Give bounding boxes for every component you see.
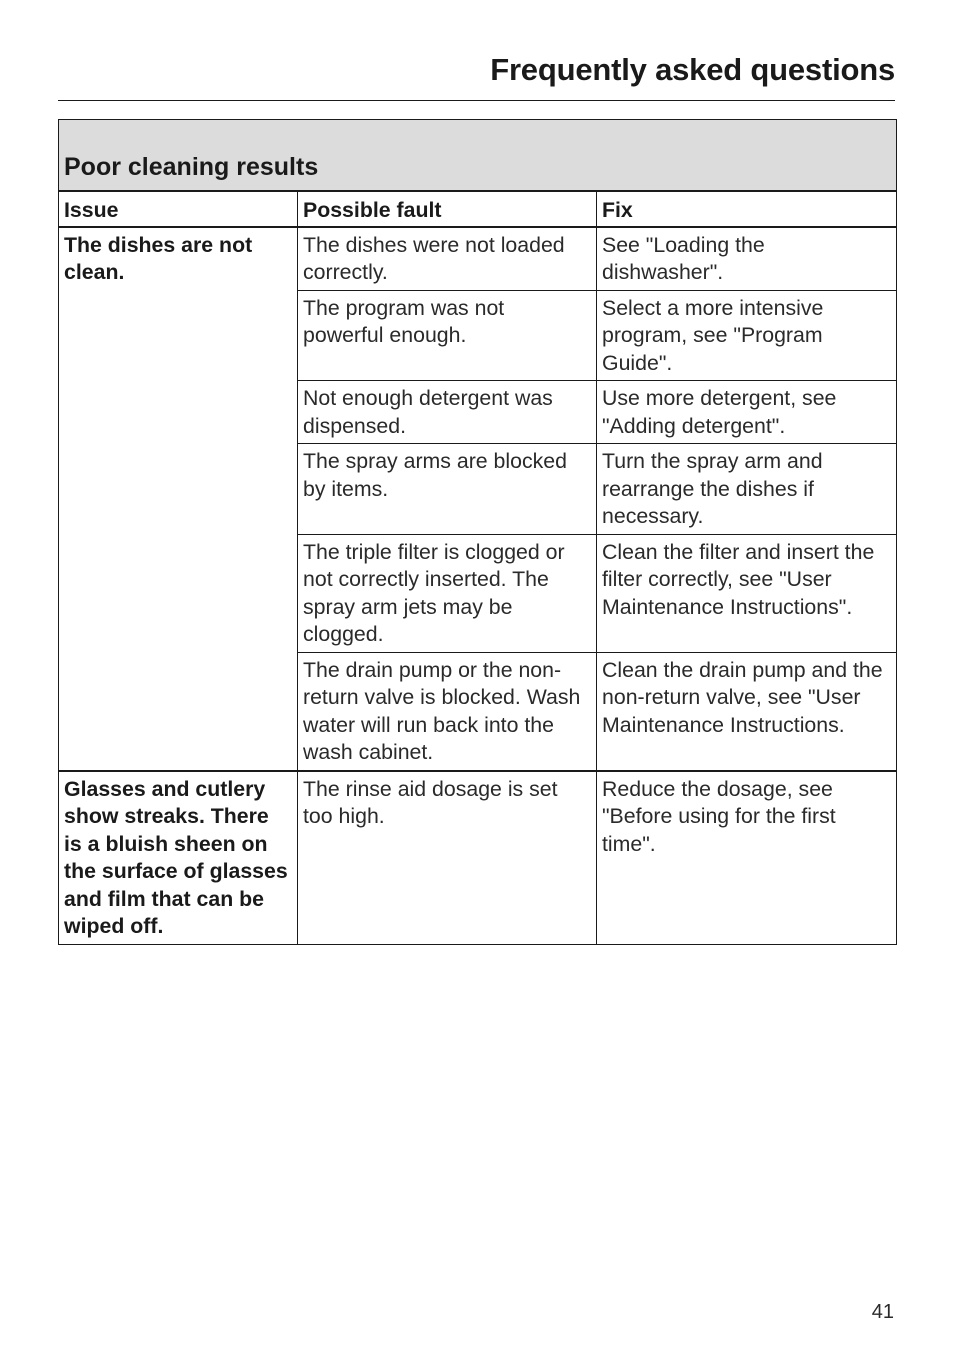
faq-table xyxy=(58,119,897,945)
fault-cell: The dishes were not loaded correctly. xyxy=(298,227,597,291)
issue-cell: Glasses and cutlery show streaks. There is a bluish sheen on the surface of glasses and film that can be wiped off. xyxy=(59,771,298,945)
column-header-fix: Fix xyxy=(597,191,897,227)
fix-cell: Clean the drain pump and the non-return valve, see "User Maintenance Instructions. xyxy=(597,652,897,771)
fault-cell: The rinse aid dosage is set too high. xyxy=(298,771,597,945)
section-header-row xyxy=(59,120,897,192)
page-number: 41 xyxy=(871,1301,894,1323)
fault-cell: The triple filter is clogged or not correctly inserted. The spray arm jets may be clogged. xyxy=(298,534,597,652)
column-header-issue: Issue xyxy=(59,191,298,227)
fix-cell: Reduce the dosage, see "Before using for the first time". xyxy=(597,771,897,945)
fault-cell: The spray arms are blocked by items. xyxy=(298,444,597,535)
fix-cell: Select a more intensive program, see "Program Guide". xyxy=(597,290,897,381)
fix-cell: Use more detergent, see "Adding detergent". xyxy=(597,381,897,444)
fault-cell: The drain pump or the non-return valve is blocked. Wash water will run back into the wash cabinet. xyxy=(298,652,597,771)
fix-cell: Clean the filter and insert the filter correctly, see "User Maintenance Instructions". xyxy=(597,534,897,652)
fault-cell: Not enough detergent was dispensed. xyxy=(298,381,597,444)
column-header-fault: Possible fault xyxy=(298,191,597,227)
page-title: Frequently asked questions xyxy=(490,52,895,87)
issue-cell: The dishes are not clean. xyxy=(59,227,298,771)
fault-cell: The program was not powerful enough. xyxy=(298,290,597,381)
column-header-row xyxy=(59,191,897,227)
fix-cell: See "Loading the dishwasher". xyxy=(597,227,897,291)
table-row xyxy=(59,771,897,945)
table-row xyxy=(59,227,897,291)
fix-cell: Turn the spray arm and rearrange the dishes if necessary. xyxy=(597,444,897,535)
section-header xyxy=(59,120,897,192)
section-title: Poor cleaning results xyxy=(64,152,319,181)
page-header xyxy=(58,48,895,101)
